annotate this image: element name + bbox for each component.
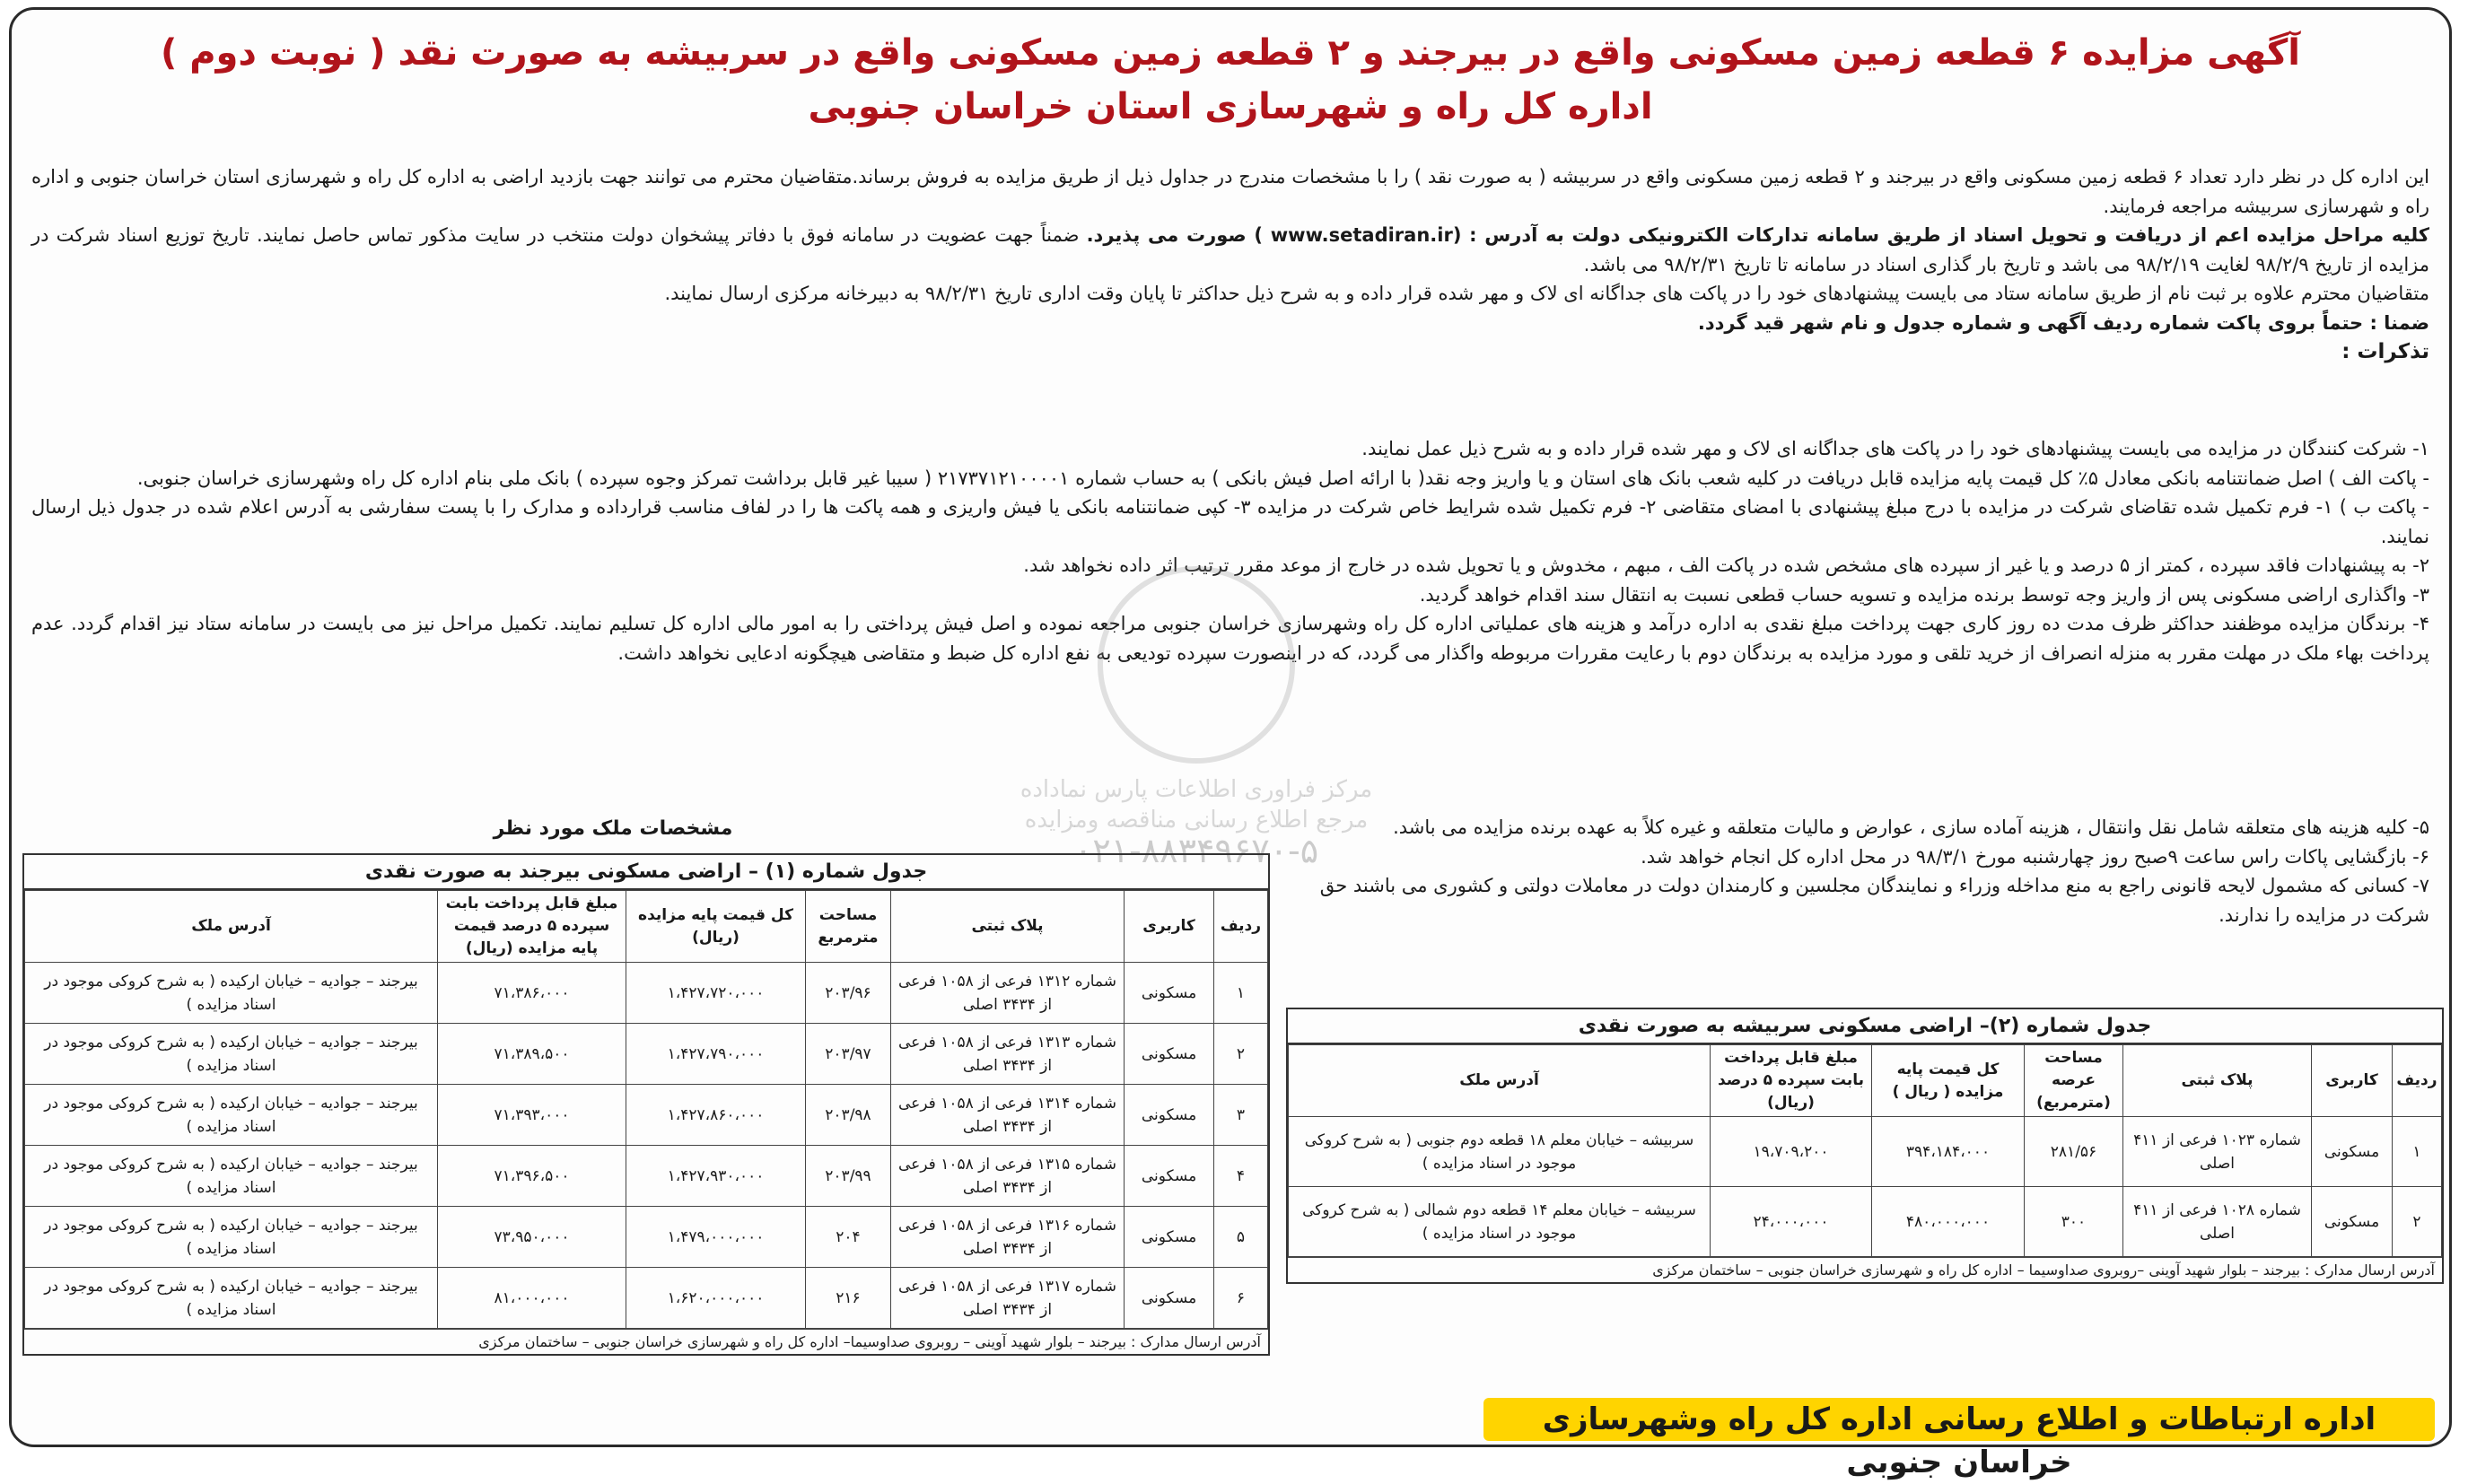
cell-usage: مسکونی: [1125, 1268, 1214, 1329]
cell-row: ۲: [1214, 1024, 1268, 1085]
cell-row: ۲: [2393, 1187, 2442, 1257]
cell-usage: مسکونی: [2312, 1187, 2393, 1257]
cell-deposit: ۷۱،۳۹۶،۵۰۰: [438, 1146, 626, 1207]
cell-plaque: شماره ۱۰۲۳ فرعی از ۴۱۱ اصلی: [2123, 1117, 2312, 1187]
col-deposit: مبلغ قابل پرداخت بابت سپرده ۵ درصد قیمت پایه مزایده (ریال): [438, 891, 626, 963]
table-row: [1289, 1187, 2442, 1257]
cell-area: ۲۰۳/۹۹: [806, 1146, 891, 1207]
cell-deposit: ۷۱،۳۸۶،۰۰۰: [438, 963, 626, 1024]
table-row: [25, 1268, 1268, 1329]
cell-area: ۲۱۶: [806, 1268, 891, 1329]
col-usage: کاربری: [2312, 1045, 2393, 1117]
cell-address: بیرجند – جوادیه – خیابان ارکیده ( به شرح کروکی موجود در اسناد مزایده ): [25, 1268, 438, 1329]
intro-paragraph-4: ضمنا : حتماً بروی پاکت شماره ردیف آگهی و شماره جدول و نام شهر قید گردد.: [1697, 311, 2429, 334]
intro-paragraph-1: این اداره کل در نظر دارد تعداد ۶ قطعه زمین مسکونی واقع در بیرجند و ۲ قطعه زمین مسکونی واقع در سربیشه ( به صورت نقد ) را با مشخصات مندرج در جداول ذیل از طریق مزایده به فروش برساند.متقاضیان محترم می توانند جهت بازدید اراضی به اداره کل راه و شهرسازی استان خراسان جنوبی و اداره راه و شهرسازی سربیشه مراجعه فرمایند.: [31, 166, 2429, 217]
cell-price: ۱،۴۲۷،۷۲۰،۰۰۰: [626, 963, 806, 1024]
col-address: آدرس ملک: [1289, 1045, 1711, 1117]
note-item: ۳- واگذاری اراضی مسکونی پس از واریز وجه توسط برنده مزایده و تسویه حساب قطعی نسبت به انتقال سند اقدام خواهد گردید.: [1419, 583, 2429, 606]
col-price: کل قیمت پایه مزایده ( ریال ): [1872, 1045, 2025, 1117]
note-item: ۶- بازگشایی پاکات راس ساعت ۹صبح روز چهارشنبه مورخ ۹۸/۳/۱ در محل اداره کل انجام خواهد شد.: [1641, 845, 2429, 868]
cell-area: ۳۰۰: [2025, 1187, 2123, 1257]
table-row: [25, 963, 1268, 1024]
table2-body: [1289, 1117, 2442, 1257]
cell-area: ۲۸۱/۵۶: [2025, 1117, 2123, 1187]
cell-usage: مسکونی: [1125, 1085, 1214, 1146]
cell-address: بیرجند – جوادیه – خیابان ارکیده ( به شرح کروکی موجود در اسناد مزایده ): [25, 963, 438, 1024]
cell-deposit: ۷۳،۹۵۰،۰۰۰: [438, 1207, 626, 1268]
cell-address: بیرجند – جوادیه – خیابان ارکیده ( به شرح کروکی موجود در اسناد مزایده ): [25, 1146, 438, 1207]
table-sarbisheh: [1286, 1008, 2444, 1284]
table1-section-caption: مشخصات ملک مورد نظر: [493, 817, 733, 840]
cell-usage: مسکونی: [1125, 1024, 1214, 1085]
cell-address: بیرجند – جوادیه – خیابان ارکیده ( به شرح کروکی موجود در اسناد مزایده ): [25, 1024, 438, 1085]
intro-text: [31, 162, 2429, 367]
col-area: مساحت مترمربع: [806, 891, 891, 963]
notes-heading: تذکرات :: [2341, 340, 2429, 363]
cell-plaque: شماره ۱۳۱۶ فرعی از ۱۰۵۸ فرعی از ۳۴۳۴ اصلی: [891, 1207, 1125, 1268]
cell-deposit: ۲۴،۰۰۰،۰۰۰: [1711, 1187, 1872, 1257]
table-row: [25, 1024, 1268, 1085]
intro-paragraph-2-bold: کلیه مراحل مزایده اعم از دریافت و تحویل اسناد از طریق سامانه تدارکات الکترونیکی دولت به آدرس : (www.setadiran.ir ) صورت می پذیرد.: [1086, 224, 2429, 246]
cell-deposit: ۱۹،۷۰۹،۲۰۰: [1711, 1117, 1872, 1187]
note-item: ۴- برندگان مزایده موظفند حداکثر ظرف مدت ده روز کاری جهت پرداخت مبلغ نقدی به اداره درآمد و هزینه های عملیاتی اداره کل راه وشهرسازی خراسان جنوبی مراجعه نموده و اصل فیش پرداختی را به امور مالی اداره کل تسلیم نمایند. تکمیل مراحل نیز می بایست در سامانه ستاد نیز اقدام گردد. عدم پرداخت بهاء ملک در مهلت مقرر به منزله انصراف از خرید تلقی و مورد مزایده به برندگان دوم با رعایت مقررات مربوطه واگذار می گردد، که در اینصورت سپرده تودیعی به نفع اداره کل ضبط و متقاضی هیچگونه ادعایی نخواهد داشت.: [31, 613, 2429, 664]
cell-deposit: ۸۱،۰۰۰،۰۰۰: [438, 1268, 626, 1329]
table-row: [1289, 1117, 2442, 1187]
cell-price: ۱،۴۲۷،۹۳۰،۰۰۰: [626, 1146, 806, 1207]
cell-area: ۲۰۳/۹۶: [806, 963, 891, 1024]
cell-price: ۱،۴۷۹،۰۰۰،۰۰۰: [626, 1207, 806, 1268]
table2-grid: [1288, 1044, 2442, 1257]
cell-deposit: ۷۱،۳۸۹،۵۰۰: [438, 1024, 626, 1085]
cell-usage: مسکونی: [2312, 1117, 2393, 1187]
cell-address: سربیشه – خیابان معلم ۱۸ قطعه دوم جنوبی ( به شرح کروکی موجود در اسناد مزایده ): [1289, 1117, 1711, 1187]
table1-body: [25, 963, 1268, 1329]
notes-list-narrow: [1276, 813, 2429, 930]
cell-usage: مسکونی: [1125, 1146, 1214, 1207]
cell-price: ۱،۴۲۷،۸۶۰،۰۰۰: [626, 1085, 806, 1146]
cell-price: ۳۹۴،۱۸۴،۰۰۰: [1872, 1117, 2025, 1187]
cell-row: ۵: [1214, 1207, 1268, 1268]
cell-plaque: شماره ۱۳۱۴ فرعی از ۱۰۵۸ فرعی از ۳۴۳۴ اصلی: [891, 1085, 1125, 1146]
note-item: - پاکت الف ) اصل ضمانتنامه بانکی معادل ۵٪ کل قیمت پایه مزایده قابل دریافت در کلیه شعب بانک های استان و یا واریز وجه نقد( با ارائه اصل فیش بانکی ) به حساب شماره ۲۱۷۳۷۱۲۱۰۰۰۰۱ ( سیبا غیر قابل برداشت تمرکز وجوه سپرده ) بانک ملی بنام اداره کل راه وشهرسازی خراسان جنوبی.: [136, 467, 2429, 489]
watermark-line1: مرکز فراوری اطلاعات پارس نماداده: [1020, 776, 1373, 803]
table1-footer: آدرس ارسال مدارک : بیرجند – بلوار شهید آوینی – روبروی صداوسیما– اداره کل راه و شهرسازی خراسان جنوبی – ساختمان مرکزی: [24, 1329, 1268, 1354]
note-item: ۵- کلیه هزینه های متعلقه شامل نقل وانتقال ، هزینه آماده سازی ، عوارض و مالیات متعلقه و غیره کلاً به عهده برنده مزایده می باشد.: [1393, 816, 2429, 838]
col-deposit: مبلغ قابل پرداخت بابت سپرده ۵ درصد (ریال): [1711, 1045, 1872, 1117]
intro-paragraph-2-rest: ضمناً جهت عضویت در سامانه فوق با دفاتر پیشخوان دولت منتخب در سایت مذکور تماس حاصل نمایند. تاریخ توزیع اسناد شرکت در مزایده از تاریخ ۹۸/۲/۹ لغایت ۹۸/۲/۱۹ می باشد و تاریخ بار گذاری اسناد در سامانه تا تاریخ ۹۸/۲/۳۱ می باشد.: [31, 224, 2429, 275]
col-row: ردیف: [2393, 1045, 2442, 1117]
watermark-line2: مرجع اطلاع رسانی مناقصه ومزایده: [1024, 807, 1369, 834]
cell-row: ۳: [1214, 1085, 1268, 1146]
table-row: [25, 1207, 1268, 1268]
cell-row: ۶: [1214, 1268, 1268, 1329]
col-price: کل قیمت پایه مزایده (ریال): [626, 891, 806, 963]
cell-address: سربیشه – خیابان معلم ۱۴ قطعه دوم شمالی ( به شرح کروکی موجود در اسناد مزایده ): [1289, 1187, 1711, 1257]
cell-usage: مسکونی: [1125, 1207, 1214, 1268]
table-row: [25, 1085, 1268, 1146]
cell-price: ۱،۶۲۰،۰۰۰،۰۰۰: [626, 1268, 806, 1329]
table1-caption: جدول شماره (۱) – اراضی مسکونی بیرجند به صورت نقدی: [24, 855, 1268, 890]
cell-address: بیرجند – جوادیه – خیابان ارکیده ( به شرح کروکی موجود در اسناد مزایده ): [25, 1207, 438, 1268]
advertisement-sheet: [9, 7, 2452, 1480]
cell-row: ۴: [1214, 1146, 1268, 1207]
col-usage: کاربری: [1125, 891, 1214, 963]
cell-plaque: شماره ۱۳۱۳ فرعی از ۱۰۵۸ فرعی از ۳۴۳۴ اصلی: [891, 1024, 1125, 1085]
col-plaque: پلاک ثبتی: [891, 891, 1125, 963]
table-row: [25, 1146, 1268, 1207]
footer-banner: اداره ارتباطات و اطلاع رسانی اداره کل راه وشهرسازی خراسان جنوبی: [1483, 1398, 2435, 1441]
note-item: - پاکت ب ) ۱- فرم تکمیل شده تقاضای شرکت در مزایده با درج مبلغ پیشنهادی با امضای متقاضی ۲- فرم تکمیل شده شرایط خاص شرکت در مزایده ۳- کپی ضمانتنامه بانکی یا فیش واریزی و همه پاکت ها را در لفاف مناسب قرارداده و مدارک را با پست سفارشی به آدرس اعلام شده در جدول ذیل ارسال نمایند.: [31, 496, 2430, 547]
cell-deposit: ۷۱،۳۹۳،۰۰۰: [438, 1085, 626, 1146]
ad-title-line1: آگهی مزایده ۶ قطعه زمین مسکونی واقع در بیرجند و ۲ قطعه زمین مسکونی واقع در سربیشه به صورت نقد ( نوبت دوم ): [161, 32, 2300, 74]
notes-list: [31, 434, 2429, 668]
ad-title: [119, 26, 2341, 134]
cell-price: ۴۸۰،۰۰۰،۰۰۰: [1872, 1187, 2025, 1257]
col-area: مساحت عرصه (مترمربع): [2025, 1045, 2123, 1117]
table-birjand: [22, 853, 1270, 1356]
cell-plaque: شماره ۱۳۱۷ فرعی از ۱۰۵۸ فرعی از ۳۴۳۴ اصلی: [891, 1268, 1125, 1329]
note-item: ۷- کسانی که مشمول لایحه قانونی راجع به منع مداخله وزراء و نمایندگان مجلسین و کارمندان دولت در معاملات دولتی و کشوری می باشند حق شرکت در مزایده را ندارند.: [1319, 875, 2429, 926]
table1-grid: [24, 890, 1268, 1329]
table2-footer: آدرس ارسال مدارک : بیرجند – بلوار شهید آوینی –روبروی صداوسیما – اداره کل راه و شهرسازی خراسان جنوبی – ساختمان مرکزی: [1288, 1257, 2442, 1282]
intro-paragraph-3: متقاضیان محترم علاوه بر ثبت نام از طریق سامانه ستاد می بایست پیشنهادهای خود را در پاکت های جداگانه ای لاک و مهر شده قرار داده و به شرح ذیل حداکثر تا پایان وقت اداری تاریخ ۹۸/۲/۳۱ به دبیرخانه مرکزی ارسال نمایند.: [664, 283, 2429, 304]
col-plaque: پلاک ثبتی: [2123, 1045, 2312, 1117]
cell-row: ۱: [1214, 963, 1268, 1024]
col-address: آدرس ملک: [25, 891, 438, 963]
ad-title-line2: اداره کل راه و شهرسازی استان خراسان جنوبی: [808, 86, 1653, 127]
intro-paragraph-2: [31, 221, 2429, 279]
watermark-phone: ۰۲۱-۸۸۳۴۹۶۷۰-۵: [1073, 831, 1319, 870]
cell-plaque: شماره ۱۰۲۸ فرعی از ۴۱۱ اصلی: [2123, 1187, 2312, 1257]
note-item: ۲- به پیشنهادات فاقد سپرده ، کمتر از ۵ درصد و یا غیر از سپرده های مشخص شده در پاکت الف ، مبهم ، مخدوش و یا تحویل شده در خارج از موعد مقرر ترتیب اثر داده نخواهد شد.: [1023, 554, 2429, 576]
note-item: ۱- شرکت کنندگان در مزایده می بایست پیشنهادهای خود را در پاکت های جداگانه ای لاک و مهر شده قرار داده و به شرح ذیل عمل نمایند.: [1361, 438, 2429, 459]
cell-area: ۲۰۴: [806, 1207, 891, 1268]
table2-caption: جدول شماره (۲)– اراضی مسکونی سربیشه به صورت نقدی: [1288, 1009, 2442, 1044]
cell-area: ۲۰۳/۹۷: [806, 1024, 891, 1085]
cell-area: ۲۰۳/۹۸: [806, 1085, 891, 1146]
cell-row: ۱: [2393, 1117, 2442, 1187]
cell-usage: مسکونی: [1125, 963, 1214, 1024]
cell-plaque: شماره ۱۳۱۵ فرعی از ۱۰۵۸ فرعی از ۳۴۳۴ اصلی: [891, 1146, 1125, 1207]
cell-price: ۱،۴۲۷،۷۹۰،۰۰۰: [626, 1024, 806, 1085]
cell-plaque: شماره ۱۳۱۲ فرعی از ۱۰۵۸ فرعی از ۳۴۳۴ اصلی: [891, 963, 1125, 1024]
col-row: ردیف: [1214, 891, 1268, 963]
cell-address: بیرجند – جوادیه – خیابان ارکیده ( به شرح کروکی موجود در اسناد مزایده ): [25, 1085, 438, 1146]
